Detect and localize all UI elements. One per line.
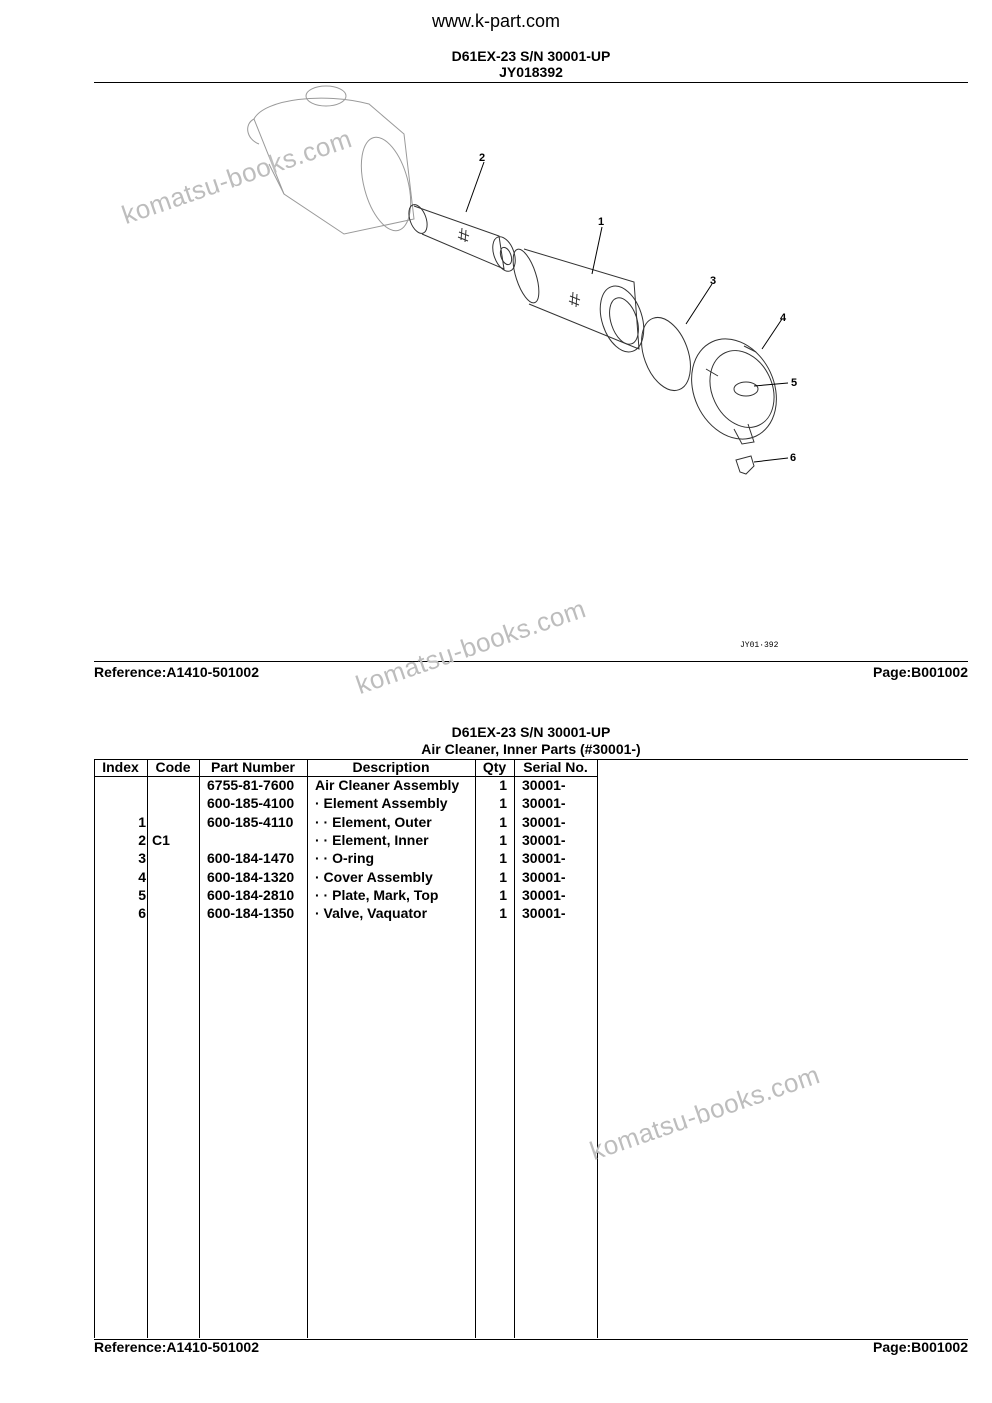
row-description: · · O-ring	[315, 850, 375, 867]
callout-1: 1	[598, 216, 605, 228]
row-part-number: 600-184-1320	[207, 868, 295, 885]
callout-2: 2	[479, 152, 486, 164]
vaquator-valve-drawing	[736, 456, 754, 474]
page-bottom: Page:B001002	[873, 1339, 968, 1355]
table-row	[94, 777, 598, 795]
row-serial: 30001-	[522, 777, 566, 793]
header-part-number: Part Number	[210, 759, 296, 775]
inner-element-drawing	[405, 202, 519, 274]
row-qty: 1	[499, 868, 507, 885]
row-qty: 1	[499, 795, 507, 812]
watermark-text: komatsu-books.com	[585, 1059, 824, 1167]
model-title: D61EX-23 S/N 30001-UP	[451, 48, 611, 64]
row-description: Air Cleaner Assembly	[315, 777, 460, 793]
site-url: www.k-part.com	[431, 11, 561, 31]
table-row	[94, 905, 598, 923]
o-ring-drawing	[632, 311, 699, 397]
table-row	[94, 832, 598, 850]
row-description: · · Element, Outer	[315, 813, 432, 830]
callout-4: 4	[780, 312, 787, 324]
row-description: · Valve, Vaquator	[315, 905, 428, 922]
row-qty: 1	[499, 850, 507, 867]
row-part-number: 6755-81-7600	[207, 777, 295, 793]
row-index: 4	[138, 868, 146, 885]
row-qty: 1	[499, 831, 507, 848]
row-description: · · Element, Inner	[315, 831, 429, 848]
table-row	[94, 869, 598, 887]
table-row	[94, 887, 598, 905]
reference-top: Reference:A1410-501002	[94, 664, 259, 680]
figure-code: JY01·392	[740, 641, 779, 650]
illustration-id: JY018392	[499, 64, 563, 80]
row-description: · Cover Assembly	[315, 868, 433, 885]
header-code: Code	[155, 759, 191, 775]
row-description: · Element Assembly	[315, 795, 448, 812]
row-code: C1	[152, 831, 170, 848]
group-title: Air Cleaner, Inner Parts (#30001-)	[421, 741, 641, 757]
callout-6: 6	[790, 452, 797, 464]
row-part-number: 600-184-1350	[207, 905, 295, 922]
row-serial: 30001-	[522, 886, 566, 903]
model-title-2: D61EX-23 S/N 30001-UP	[451, 724, 611, 740]
header-qty: Qty	[482, 759, 507, 775]
row-index: 3	[138, 850, 146, 867]
page-top: Page:B001002	[873, 664, 968, 680]
watermark-text: komatsu-books.com	[117, 123, 356, 231]
watermark-text: komatsu-books.com	[351, 593, 590, 701]
table-row	[94, 814, 598, 832]
row-qty: 1	[499, 813, 507, 830]
cover-drawing	[676, 325, 792, 453]
diagram-footer-rule	[94, 661, 968, 662]
header-serial: Serial No.	[523, 759, 588, 775]
table-row	[94, 850, 598, 868]
row-part-number: 600-185-4110	[207, 813, 294, 830]
row-serial: 30001-	[522, 850, 566, 867]
callout-5: 5	[791, 377, 798, 389]
row-part-number: 600-185-4100	[207, 795, 295, 812]
header-index: Index	[102, 759, 139, 775]
header-description: Description	[352, 759, 430, 775]
row-part-number: 600-184-2810	[207, 886, 295, 903]
row-description: · · Plate, Mark, Top	[315, 886, 439, 903]
row-serial: 30001-	[522, 795, 566, 812]
row-index: 5	[138, 886, 146, 903]
row-serial: 30001-	[522, 831, 566, 848]
outer-element-drawing	[508, 246, 652, 357]
row-index: 2	[138, 831, 146, 848]
row-index: 6	[138, 905, 146, 922]
row-serial: 30001-	[522, 868, 566, 885]
header-rule	[94, 82, 968, 83]
row-serial: 30001-	[522, 813, 566, 830]
row-index: 1	[138, 813, 146, 830]
row-qty: 1	[499, 886, 507, 903]
row-qty: 1	[499, 905, 507, 922]
row-part-number: 600-184-1470	[207, 850, 295, 867]
callout-3: 3	[710, 275, 717, 287]
table-row	[94, 795, 598, 813]
leader-lines	[466, 162, 788, 462]
reference-bottom: Reference:A1410-501002	[94, 1339, 259, 1355]
parts-table	[94, 759, 968, 1338]
row-qty: 1	[499, 777, 507, 793]
row-serial: 30001-	[522, 905, 566, 922]
